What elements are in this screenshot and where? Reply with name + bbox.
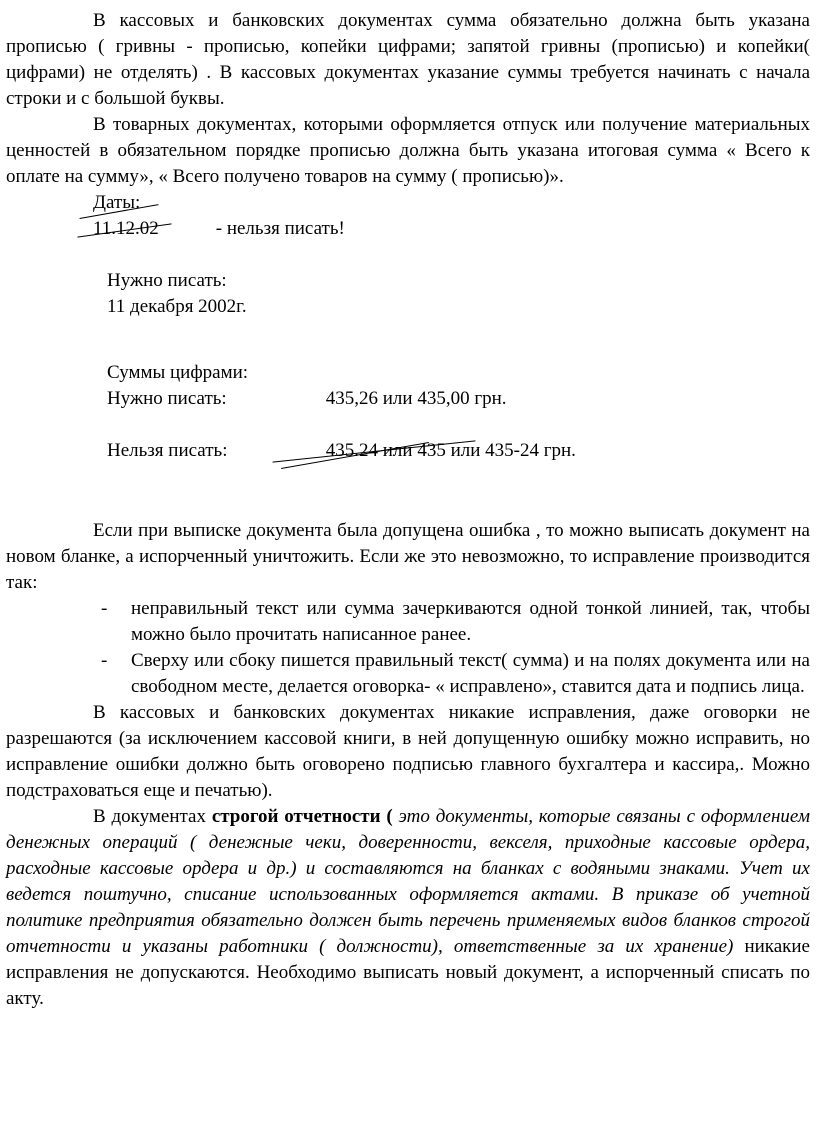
correct-sum-value: 435,26 или 435,00 грн. <box>325 388 507 409</box>
wrong-date-note: - нельзя писать! <box>215 218 345 239</box>
blank-gap <box>6 320 810 360</box>
wrong-sum-struck-wrapper <box>326 438 446 464</box>
bullet-dash: - <box>101 650 108 671</box>
need-write-label: Нужно писать: <box>107 270 227 291</box>
paragraph-goods-docs: В товарных документах, которыми оформляется отпуск или получение материальных ценностей в обязательном порядке прописью должна быть указана итоговая сумма « Всего к оплате на сумму», « Всего получено товаров на сумму ( прописью)». <box>6 114 810 187</box>
correct-sum-row <box>93 386 810 412</box>
dates-label: Даты: <box>93 192 141 213</box>
strict-bold-term: строгой отчетности ( <box>211 806 399 827</box>
bullet-dash: - <box>101 598 108 619</box>
correct-date-row <box>107 294 810 320</box>
sums-section-label-row <box>107 360 810 386</box>
blank-line <box>6 242 810 268</box>
wrong-date-value: 11.12.02 <box>93 218 159 239</box>
dates-label-wrapper <box>93 190 140 216</box>
paragraph-strict-reporting <box>6 804 810 1012</box>
strict-normal-lead: В документах <box>93 806 212 827</box>
list-item-text: неправильный текст или сумма зачеркиваются одной тонкой линией, так, чтобы можно было прочитать написанное ранее. <box>131 598 810 645</box>
wrong-sum-rest: или 435-24 грн. <box>445 440 576 461</box>
correct-date-value: 11 декабря 2002г. <box>107 296 247 317</box>
list-item <box>101 596 810 648</box>
strict-normal-tail: никакие исправления не допускаются. Необходимо выписать новый документ, а испорченный списать по акту. <box>6 936 810 1009</box>
wrong-sum-label: Нельзя писать: <box>107 440 228 461</box>
wrong-date-wrapper <box>93 216 159 242</box>
paragraph-error-handling: Если при выписке документа была допущена ошибка , то можно выписать документ на новом бланке, а испорченный уничтожить. Если же это невозможно, то исправление производится так: <box>6 520 810 593</box>
blank-gap <box>6 464 810 518</box>
wrong-date-row <box>93 216 810 242</box>
paragraph-cash-corrections: В кассовых и банковских документах никакие исправления, даже оговорки не разрешаются (за исключением кассовой книги, в ней допущенную ошибку можно исправить, но исправление ошибки должно быть оговорено подписью главного бухгалтера и кассира,. Можно подстраховаться еще и печатью). <box>6 702 810 801</box>
strict-italic-definition: это документы, которые связаны с оформлением денежных операций ( денежные чеки, доверенности, векселя, приходные кассовые ордера, расходные кассовые ордера и др.) и составляются на бланках с водяными знаками. Учет их ведется поштучно, списание использованных оформляется актами. В приказе об учетной политике предприятия обязательно должен быть перечень применяемых видов бланков строгой отчетности и указаны работники ( должности), ответственные за их хранение) <box>6 806 810 957</box>
paragraph-cash-sums: В кассовых и банковских документах сумма обязательно должна быть указана прописью ( гривны - прописью, копейки цифрами; запятой гривны (прописью) и копейки( цифрами) не отделять) . В кассовых документах указание суммы требуется начинать с начала строки и с большой буквы. <box>6 10 810 109</box>
wrong-sum-struck-value: 435.24 или 435 <box>325 440 446 461</box>
correction-rules-list <box>6 596 810 700</box>
list-item-text: Сверху или сбоку пишется правильный текст( сумма) и на полях документа или на свободном месте, делается оговорка- « исправлено», ставится дата и подпись лица. <box>131 650 810 697</box>
need-write-label-row <box>107 268 810 294</box>
dates-section-label-row <box>93 190 810 216</box>
wrong-sum-row <box>93 438 810 464</box>
blank-line <box>6 412 810 438</box>
sums-label: Суммы цифрами: <box>107 362 249 383</box>
list-item <box>101 648 810 700</box>
correct-sum-label: Нужно писать: <box>107 388 227 409</box>
